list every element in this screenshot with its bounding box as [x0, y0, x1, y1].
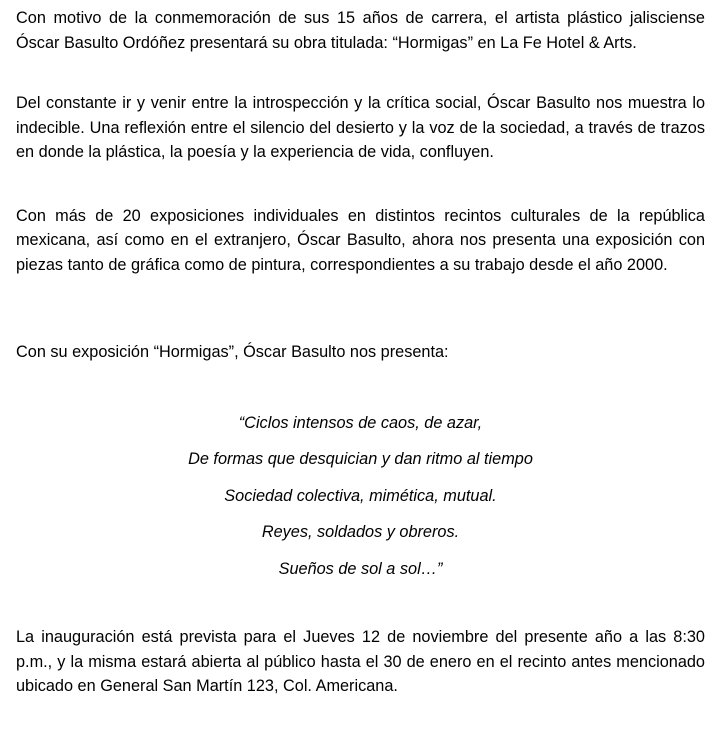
paragraph-exhibitions: Con más de 20 exposiciones individuales en distintos recintos culturales de la república mexicana, así como en el extranjero, Óscar Basulto, ahora nos presenta una exposición con piezas tanto de gráfica como de pintura, correspondientes a su trabajo desde el año 2000.: [16, 206, 705, 274]
paragraph-anniversary: Con motivo de la conmemoración de sus 15 años de carrera, el artista plástico jalisciense Óscar Basulto Ordóñez presentará su obra titulada: “Hormigas” en La Fe Hotel & Arts.: [16, 9, 705, 52]
paragraph-poem-intro: Con su exposición “Hormigas”, Óscar Basulto nos presenta:: [16, 343, 449, 361]
poem-line: Sociedad colectiva, mimética, mutual.: [224, 486, 497, 505]
poem-line: Sueños de sol a sol…”: [278, 559, 443, 578]
poem-line: “Ciclos intensos de caos, de azar,: [238, 413, 483, 432]
poem-line: Reyes, soldados y obreros.: [261, 523, 460, 541]
poem-line: De formas que desquician y dan ritmo al tiempo: [188, 450, 533, 468]
document-body: [16, 6, 705, 699]
poem-quote: [16, 405, 705, 588]
paragraph-inauguration: La inauguración está prevista para el Jueves 12 de noviembre del presente año a las 8:30 p.m., y la misma estará abierta al público hasta el 30 de enero en el recinto antes mencionado ubicado en General San Martín 123, Col. Americana.: [16, 628, 705, 695]
paragraph-introspection: Del constante ir y venir entre la introspección y la crítica social, Óscar Basulto nos muestra lo indecible. Una reflexión entre el silencio del desierto y la voz de la sociedad, a través de trazos en donde la plástica, la poesía y la experiencia de vida, confluyen.: [16, 94, 705, 161]
